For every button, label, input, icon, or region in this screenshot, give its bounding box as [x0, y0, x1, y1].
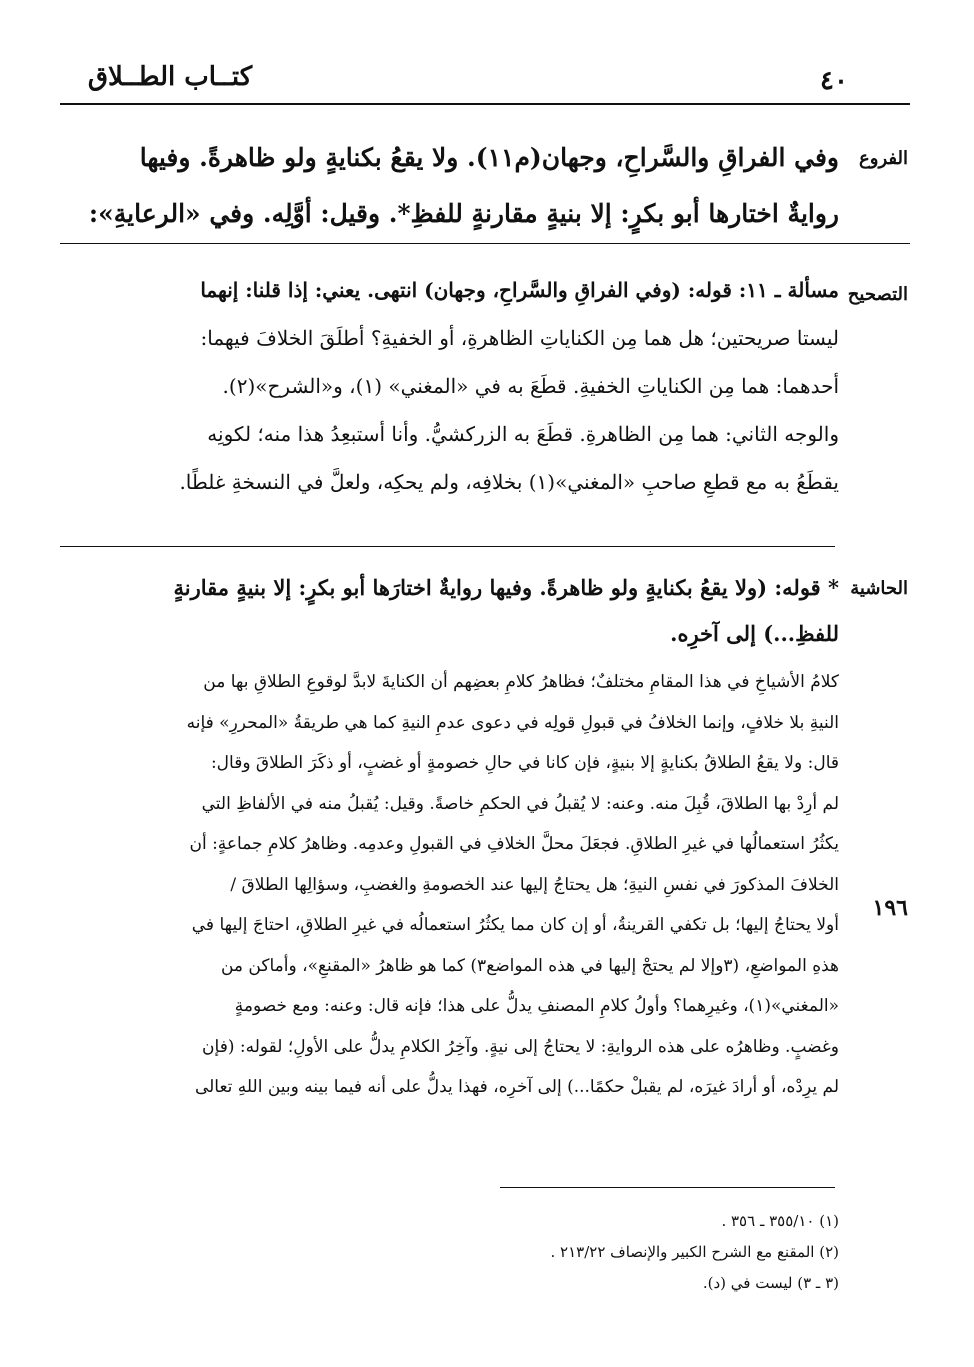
hashiya-line: «المغني»(١)، وغيرِهما؟ وأولُ كلامِ المصنفِ يدلُّ على هذا؛ فإنه قال: وعنه: ومع خصومةٍ — [234, 996, 839, 1016]
hashiya-line: قال: ولا يقعُ الطلاقُ بكنايةٍ إلا بنيةٍ، فإن كانا في حالِ خصومةٍ أو غضبٍ، أو ذكَرَ الطلاقَ وقال: — [210, 753, 839, 773]
furu-line-2: روايةٌ اختارها أبو بكرٍ: إلا بنيةٍ مقارنةٍ للفظِ*. وقيل: أوَّلِه. وفي «الرعايةِ»: — [88, 199, 839, 228]
footnote-1: (١) ٣٥٥/١٠ ـ ٣٥٦ . — [721, 1212, 839, 1230]
hashiya-line: النيةِ بلا خلافٍ، وإنما الخلافُ في قبولِ قولِه في دعوى عدمِ النيةِ كما هي طريقةُ «المحررِ» فإنه — [186, 712, 839, 733]
footnotes — [139, 1206, 839, 1299]
section-label-tashih: التصحيح — [847, 284, 908, 305]
section-divider-2 — [60, 546, 835, 547]
footnote-rule — [500, 1187, 835, 1188]
page-number: ٤٠ — [820, 66, 848, 96]
furu-text — [62, 130, 839, 242]
tashih-line-2: ليستا صريحتين؛ هل هما مِن الكناياتِ الظاهرةِ، أو الخفيةِ؟ أطلَقَ الخلافَ فيهما: — [200, 326, 839, 350]
section-divider-1 — [60, 243, 910, 244]
hashiya-line: أولا يحتاجُ إليها؛ بل تكفي القرينةُ، أو إن كان مما يكثُرُ استعمالُه في غيرِ الطلاقِ، احتاجَ إليها في — [191, 915, 839, 935]
tashih-line-4: والوجه الثاني: هما مِن الظاهرةِ. قطَعَ به الزركشيُّ. وأنا أستبعِدُ هذا منه؛ لكونِه — [207, 422, 839, 446]
tashih-line-5: يقطَعُ به مع قطعِ صاحبِ «المغني»(١) بخلافِه، ولم يحكِه، ولعلَّ في النسخةِ غلطًا. — [179, 470, 839, 494]
hashiya-heading — [62, 565, 839, 657]
tashih-line-3: أحدهما: هما مِن الكناياتِ الخفيةِ. قطَعَ به في «المغني» (١)، و«الشرح»(٢). — [222, 374, 839, 398]
hashiya-line: يكثُرُ استعمالُها في غيرِ الطلاقِ. فجعَلَ محلَّ الخلافِ في القبولِ وعدمِه. وظاهرُ كلامِ جماعةٍ: أن — [189, 834, 839, 854]
section-label-furu: الفروع — [859, 148, 908, 169]
hashiya-head-line-1: * قوله: (ولا يقعُ بكنايةٍ ولو ظاهرةً. وفيها روايةٌ اختارَها أبو بكرٍ: إلا بنيةٍ مقارنةٍ — [173, 575, 839, 600]
margin-page-number: ١٩٦ — [872, 895, 908, 921]
hashiya-head-line-2: للفظِ...) إلى آخرِه. — [670, 621, 839, 646]
footnote-2: (٢) المقنع مع الشرح الكبير والإنصاف ٢١٣/٢٢ . — [550, 1243, 839, 1261]
section-label-hashiya: الحاشية — [850, 578, 908, 599]
hashiya-text — [62, 662, 839, 1108]
tashih-line-1: مسألة ـ ١١: قوله: (وفي الفراقِ والسَّراحِ، وجهان) انتهى. يعني: إذا قلنا: إنهما — [200, 278, 839, 302]
hashiya-line: الخلافَ المذكورَ في نفسِ النيةِ؛ هل يحتاجُ إليها عند الخصومةِ والغضبِ، وسؤالِها الطلاقَ / — [230, 874, 839, 895]
running-header-title: كتــاب الطــلاق — [87, 62, 253, 92]
hashiya-line: وغضبٍ. وظاهرُه على هذه الروايةِ: لا يحتاجُ إلى نيةٍ. وآخِرُ الكلامِ يدلُّ على الأولِ؛ لقوله: (فإن — [202, 1036, 839, 1057]
tashih-text — [62, 266, 839, 506]
hashiya-line: لم يرِدْه، أو أرادَ غيرَه، لم يقبلْ حكمًا...) إلى آخرِه، فهذا يدلُّ على أنه فيما بينه وبين اللهِ تعالى — [194, 1077, 839, 1097]
furu-line-1: وفي الفراقِ والسَّراحِ، وجهان(م١١). ولا يقعُ بكنايةٍ ولو ظاهرةً. وفيها — [139, 143, 839, 172]
hashiya-line: كلامُ الأشياخِ في هذا المقامِ مختلفٌ؛ فظاهرُ كلامِ بعضِهم أن الكنايةَ لابدَّ لوقوعِ الطلاقِ بها من — [203, 672, 839, 692]
hashiya-line: هذهِ المواضعِ، (٣وإلا لم يحتجْ إليها في هذه المواضع٣) كما هو ظاهرُ «المقنعِ»، وأماكن من — [220, 955, 839, 976]
header-rule — [60, 103, 910, 105]
hashiya-line: لم أرِدْ بها الطلاقَ، قُبِلَ منه. وعنه: لا يُقبلُ في الحكمِ خاصةً. وقيل: يُقبلُ منه في الألفاظِ التي — [201, 793, 839, 814]
footnote-3: (٣ ـ ٣) ليست في (د). — [702, 1274, 839, 1292]
